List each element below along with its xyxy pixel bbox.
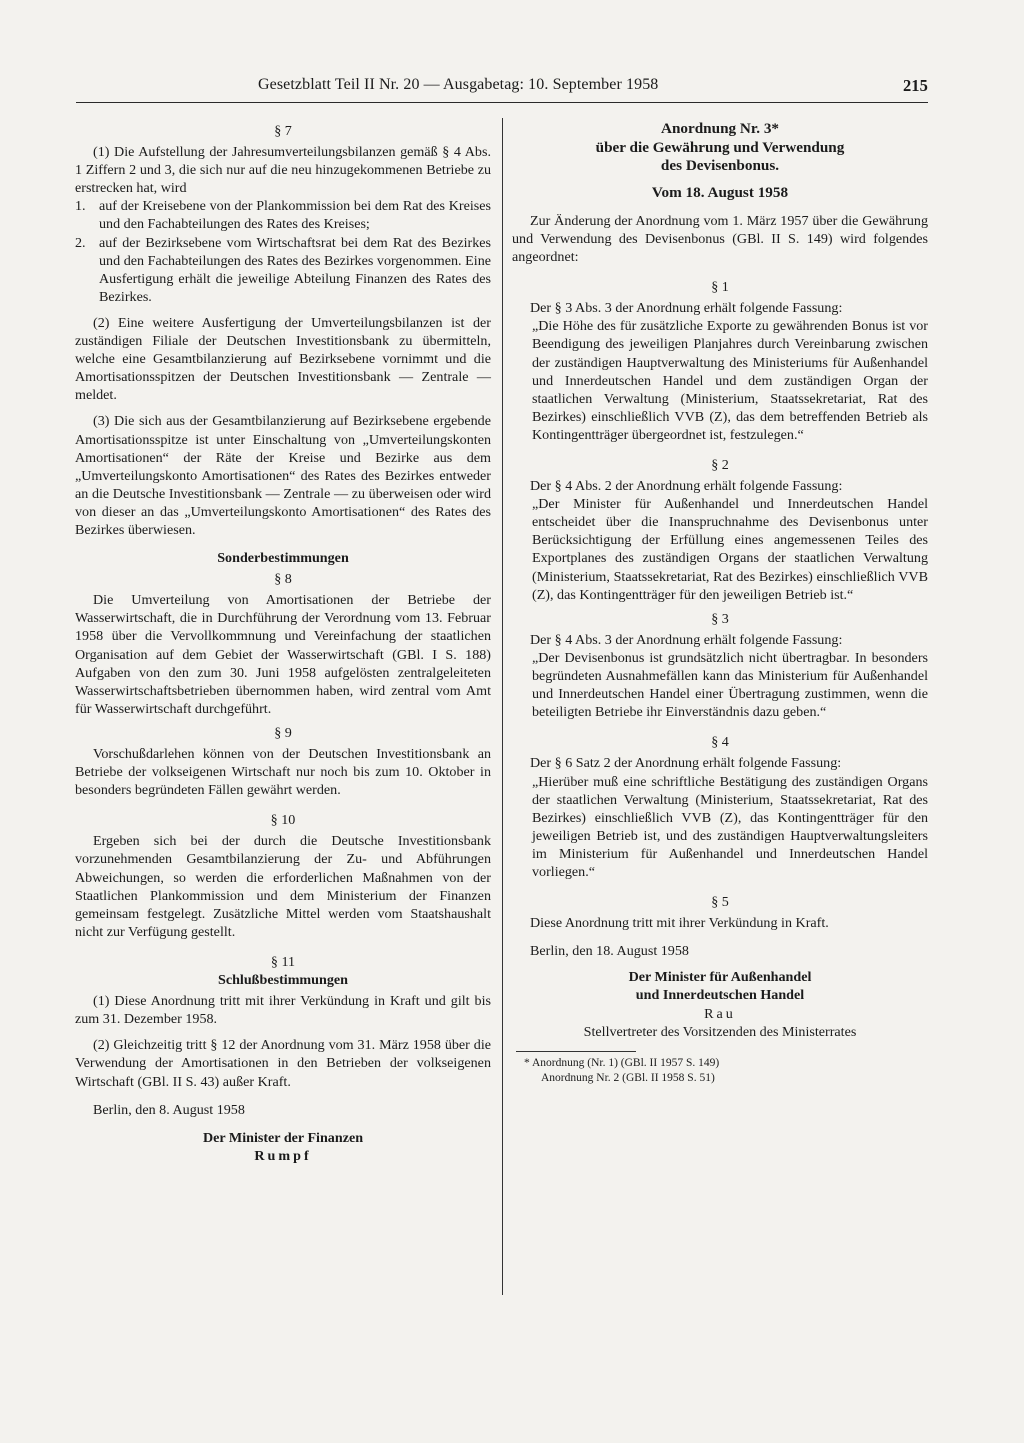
section-9-text: Vorschußdarlehen können von der Deutschen Investitionsbank an Betriebe der volkseigenen Wirtschaft nur noch bis zum 10. Oktober in besonders begründeten Fällen gewährt werden. bbox=[75, 746, 491, 799]
section-4-quote: „Hierüber muß eine schriftliche Bestätigung des zuständigen Organs der staatlichen Verwaltung (Ministerium, Staatssekretariat, Rat des Bezirkes) einschließlich VVB (Z), das Kontingentträger für den jeweiligen Betrieb ist, und des zuständigen Hauptverwaltungsleiters im Ministerium für Außenhandel und Innerdeutschen Handel vorliegen.“ bbox=[532, 773, 928, 880]
footnote bbox=[524, 1056, 928, 1086]
list-item bbox=[75, 197, 491, 233]
section-10-heading: § 10 bbox=[270, 812, 296, 829]
section-7-paragraph-2: (2) Eine weitere Ausfertigung der Umverteilungsbilanzen ist der zuständigen Filiale der Deutschen Investitionsbank zu übermitteln, welche eine Gesamtbilanzierung auf Bezirksebene vornimmt und die Amortisationsspitzen der Deutschen Investitionsbank — Zentrale — meldet. bbox=[75, 314, 491, 404]
section-7-paragraph-3: (3) Die sich aus der Gesamtbilanzierung auf Bezirksebene ergebende Amortisationsspitze ist unter Einschaltung von „Umverteilungskonten Amortisationen“ der Räte der Kreise und Bezirke aus dem „Umverteilungskonto Amortisationen“ des Rates des Bezirkes entweder an die Deutsche Investitionsbank — Zentrale — zu überweisen oder wird von dieser an das „Umverteilungskonto Amortisationen“ des Rates des Bezirkes überwiesen. bbox=[75, 413, 491, 538]
page-number: 215 bbox=[902, 76, 928, 95]
section-4-heading: § 4 bbox=[711, 734, 729, 751]
section-3-quote: „Der Devisenbonus ist grundsätzlich nicht übertragbar. In besonders begründeten Ausnahmefällen kann das Ministerium für Außenhandel und Innerdeutschen Handel einer Übertragung zustimmen, wenn die beteiligten Betriebe ihr Einverständnis dazu geben.“ bbox=[532, 649, 928, 721]
signatory-title-line-1: Der Minister für Außenhandel bbox=[628, 969, 812, 986]
section-8-text: Die Umverteilung von Amortisationen der Betriebe der Wasserwirtschaft, die in Durchführung der Verordnung vom 13. Februar 1958 über die Vervollkommnung und Vereinfachung der staatlichen Organisation auf dem Gebiet der Wasserwirtschaft (GBl. I S. 188) Aufgaben von den zum 30. Juni 1958 aufgelösten zentralgeleiteten Wasserwirtschaftsbetrieben übernommen haben, wird zentral vom Amt für Wasserwirtschaft durchgeführt. bbox=[75, 592, 491, 717]
section-2-heading: § 2 bbox=[711, 457, 729, 473]
list-item-number: 2. bbox=[75, 234, 86, 251]
section-7-intro: (1) Die Aufstellung der Jahresumverteilungsbilanzen gemäß § 4 Abs. 1 Ziffern 2 und 3, die sich nur auf die neu hinzugekommenen Betriebe zu erstrecken hat, wird bbox=[75, 144, 491, 197]
section-10-text: Ergeben sich bei der durch die Deutsche Investitionsbank vorzunehmenden Gesamtbilanzierung der Zu- und Abführungen Abweichungen, so werden die erforderlichen Maßnahmen von der Staatlichen Plankommission und dem Ministerium der Finanzen gemeinsam festgelegt. Zusätzliche Mittel werden vom Staatshaushalt nicht zur Verfügung gestellt. bbox=[75, 833, 491, 940]
column-divider bbox=[502, 118, 503, 1295]
footnote-line-2: Anordnung Nr. 2 (GBl. II 1958 S. 51) bbox=[541, 1071, 715, 1084]
signatory-role: Stellvertreter des Vorsitzenden des Ministerrates bbox=[583, 1023, 857, 1040]
schlussbestimmungen-heading: Schlußbestimmungen bbox=[217, 972, 348, 989]
section-1-heading: § 1 bbox=[711, 279, 729, 296]
section-4-lead: Der § 6 Satz 2 der Anordnung erhält folgende Fassung: bbox=[530, 755, 842, 772]
footnote-rule bbox=[516, 1051, 636, 1052]
gazette-title: Gesetzblatt Teil II Nr. 20 — Ausgabetag: 10. September 1958 bbox=[258, 76, 659, 93]
section-3-heading: § 3 bbox=[711, 610, 729, 627]
list-item-text: auf der Bezirksebene vom Wirtschaftsrat bei dem Rat des Bezirkes und den Fachabteilungen des Rates des Bezirkes vorgenommen. Eine Ausfertigung erhält die jeweilige Abteilung Finanzen des Rates des Bezirkes. bbox=[99, 234, 491, 305]
place-date: Berlin, den 8. August 1958 bbox=[93, 1101, 245, 1118]
left-column bbox=[75, 120, 491, 1165]
list-item-text: auf der Kreisebene von der Plankommission bei dem Rat des Kreises und den Fachabteilungen des Rates des Kreises; bbox=[99, 198, 491, 233]
section-1-quote: „Die Höhe des für zusätzliche Exporte zu gewährenden Bonus ist vor Beendigung des jeweiligen Planjahres durch Vereinbarung zwischen der zuständigen Hauptverwaltung des Ministeriums für Außenhandel und Innerdeutschen Handel und dem zuständigen Organ der staatlichen Verwaltung (Ministerium, Staatssekretariat, Rat des Bezirkes) einschließlich VVB (Z), das dem betreffenden Betrieb als Kontingentträger übergeordnet ist, festzulegen.“ bbox=[532, 318, 928, 443]
signatory-name: Rau bbox=[704, 1005, 736, 1022]
section-11-heading: § 11 bbox=[270, 953, 296, 970]
section-11-paragraph-2: (2) Gleichzeitig tritt § 12 der Anordnung vom 31. März 1958 über die Verwendung der Amortisationen in den Betrieben der volkseigenen Wirtschaft (GBl. II S. 43) außer Kraft. bbox=[75, 1037, 491, 1090]
section-5-text: Diese Anordnung tritt mit ihrer Verkündung in Kraft. bbox=[530, 915, 829, 932]
list-item-number: 1. bbox=[75, 198, 86, 215]
signatory-name: Rumpf bbox=[254, 1147, 312, 1164]
order-title-line-3: des Devisenbonus. bbox=[660, 157, 780, 175]
section-11-paragraph-1: (1) Diese Anordnung tritt mit ihrer Verkündung in Kraft und gilt bis zum 31. Dezember 1958. bbox=[75, 993, 491, 1028]
order-date: Vom 18. August 1958 bbox=[651, 183, 789, 201]
section-1-lead: Der § 3 Abs. 3 der Anordnung erhält folgende Fassung: bbox=[530, 300, 843, 317]
section-2-lead: Der § 4 Abs. 2 der Anordnung erhält folgende Fassung: bbox=[530, 478, 843, 495]
section-5-heading: § 5 bbox=[711, 894, 729, 911]
place-date: Berlin, den 18. August 1958 bbox=[530, 943, 689, 960]
signatory-title-line-2: und Innerdeutschen Handel bbox=[635, 987, 805, 1004]
section-9-heading: § 9 bbox=[274, 724, 292, 741]
order-intro: Zur Änderung der Anordnung vom 1. März 1957 über die Gewährung und Verwendung des Devisenbonus (GBl. II S. 149) wird folgendes angeordnet: bbox=[512, 212, 928, 266]
sonderbestimmungen-heading: Sonderbestimmungen bbox=[217, 550, 349, 567]
order-title-line-2: über die Gewährung und Verwendung bbox=[595, 138, 845, 156]
right-column bbox=[512, 120, 928, 1086]
section-8-heading: § 8 bbox=[274, 571, 292, 588]
footnote-line-1: * Anordnung (Nr. 1) (GBl. II 1957 S. 149) bbox=[524, 1056, 720, 1069]
section-7-heading: § 7 bbox=[274, 123, 292, 139]
header-rule bbox=[76, 102, 928, 103]
section-3-lead: Der § 4 Abs. 3 der Anordnung erhält folgende Fassung: bbox=[530, 631, 843, 648]
order-title-line-1: Anordnung Nr. 3* bbox=[660, 120, 780, 137]
signatory-title: Der Minister der Finanzen bbox=[202, 1129, 364, 1146]
list-item bbox=[75, 234, 491, 306]
section-2-quote: „Der Minister für Außenhandel und Innerdeutschen Handel entscheidet über die Inanspruchnahme des Devisenbonus unter Berücksichtigung der Erfüllung eines angemessenen Teiles des Exportplanes des zuständigen Organs der staatlichen Verwaltung (Ministerium, Staatssekretariat, Rat des Bezirkes) einschließlich VVB (Z), das Kontingentträger für den jeweiligen Betrieb ist.“ bbox=[532, 496, 928, 603]
